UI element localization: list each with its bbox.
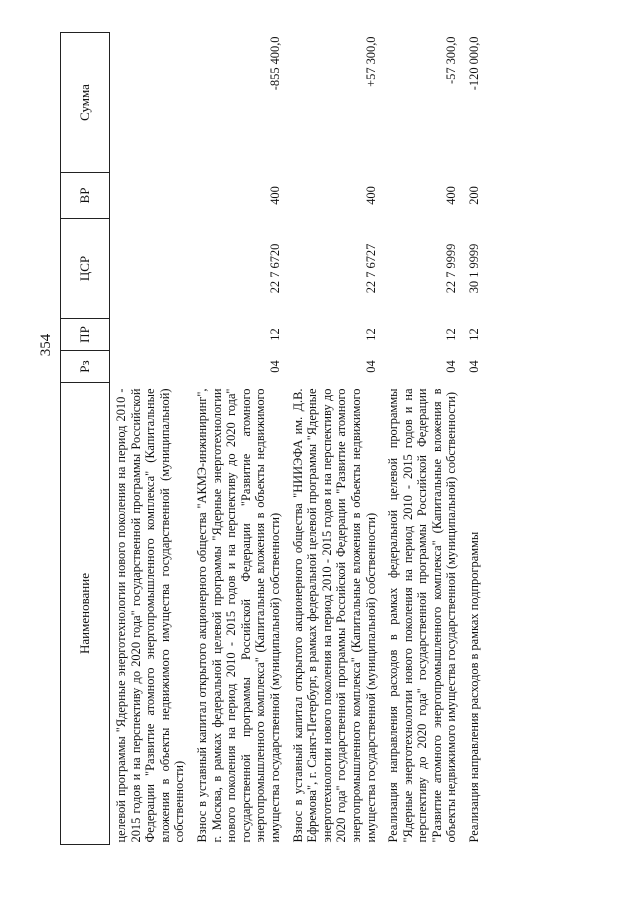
- table-row: [110, 33, 191, 845]
- table-row: [382, 33, 463, 845]
- row-csr: 22 7 9999: [444, 243, 459, 294]
- row-vr: 200: [467, 186, 482, 205]
- row-rz: 04: [363, 360, 378, 373]
- header-pr: ПР: [61, 319, 110, 351]
- row-name: Реализация направления расходов в рамках федеральной целевой программы "Ядерные энерготехнологии нового поколения на период 2010 - 2015 годов и на перспективу до 2020 года" государственной программы Российской Федерации "Развитие атомного энергопромышленного комплекса" (Капитальные вложения в объекты недвижимого имущества государственной (муниципальной) собственности): [386, 388, 459, 843]
- row-csr: 22 7 6720: [267, 243, 282, 294]
- row-sum: -855 400,0: [267, 36, 282, 91]
- row-pr: 12: [363, 328, 378, 341]
- row-vr: [110, 173, 191, 219]
- row-name: Взнос в уставный капитал открытого акционерного общества "АКМЭ-инжиниринг", г. Москва, в рамках федеральной целевой программы "Ядерные энерготехнологии нового поколения на период 2010 - 2015 годов и на перспективу до 2020 года" государственной программы Российской Федерации "Развитие атомного энергопромышленного комплекса" (Капитальные вложения в объекты недвижимого имущества государственной (муниципальной) собственности): [194, 388, 282, 843]
- row-csr: [110, 219, 191, 319]
- table-header-row: [61, 33, 110, 845]
- row-rz: [110, 351, 191, 383]
- row-pr: 12: [467, 328, 482, 341]
- table-row: [287, 33, 383, 845]
- table-row: [191, 33, 287, 845]
- row-pr: 12: [267, 328, 282, 341]
- row-name: целевой программы "Ядерные энерготехнологии нового поколения на период 2010 - 2015 годов и на перспективу до 2020 года" государственной программы Российской Федерации "Развитие атомного энергопромышленного комплекса" (Капитальные вложения в объекты недвижимого имущества государственной (муниципальной) собственности): [114, 388, 187, 843]
- row-csr: 30 1 9999: [467, 243, 482, 294]
- row-csr: 22 7 6727: [363, 243, 378, 294]
- header-csr: ЦСР: [61, 219, 110, 319]
- row-vr: 400: [444, 186, 459, 205]
- row-rz: 04: [267, 360, 282, 373]
- row-rz: 04: [444, 360, 459, 373]
- row-pr: [110, 319, 191, 351]
- header-sum: Сумма: [61, 33, 110, 173]
- row-vr: 400: [363, 186, 378, 205]
- row-sum: -120 000,0: [467, 36, 482, 91]
- row-sum: +57 300,0: [363, 36, 378, 87]
- header-rz: Рз: [61, 351, 110, 383]
- row-sum: -57 300,0: [444, 36, 459, 84]
- row-name: Реализация направления расходов в рамках подпрограммы: [467, 531, 482, 843]
- page-number: 354: [38, 333, 54, 357]
- row-sum: [110, 33, 191, 173]
- row-pr: 12: [444, 328, 459, 341]
- table-row: [463, 33, 486, 845]
- header-name: Наименование: [61, 383, 110, 845]
- row-vr: 400: [267, 186, 282, 205]
- row-name: Взнос в уставный капитал открытого акционерного общества "НИИЭФА им. Д.В. Ефремова", г. Санкт-Петербург, в рамках федеральной целевой программы "Ядерные энерготехнологии нового поколения на период 2010 - 2015 годов и на перспективу до 2020 года" государственной программы Российской Федерации "Развитие атомного энергопромышленного комплекса" (Капитальные вложения в объекты недвижимого имущества государственной (муниципальной) собственности): [290, 388, 378, 843]
- budget-table: [60, 32, 486, 845]
- row-rz: 04: [467, 360, 482, 373]
- header-vr: ВР: [61, 173, 110, 219]
